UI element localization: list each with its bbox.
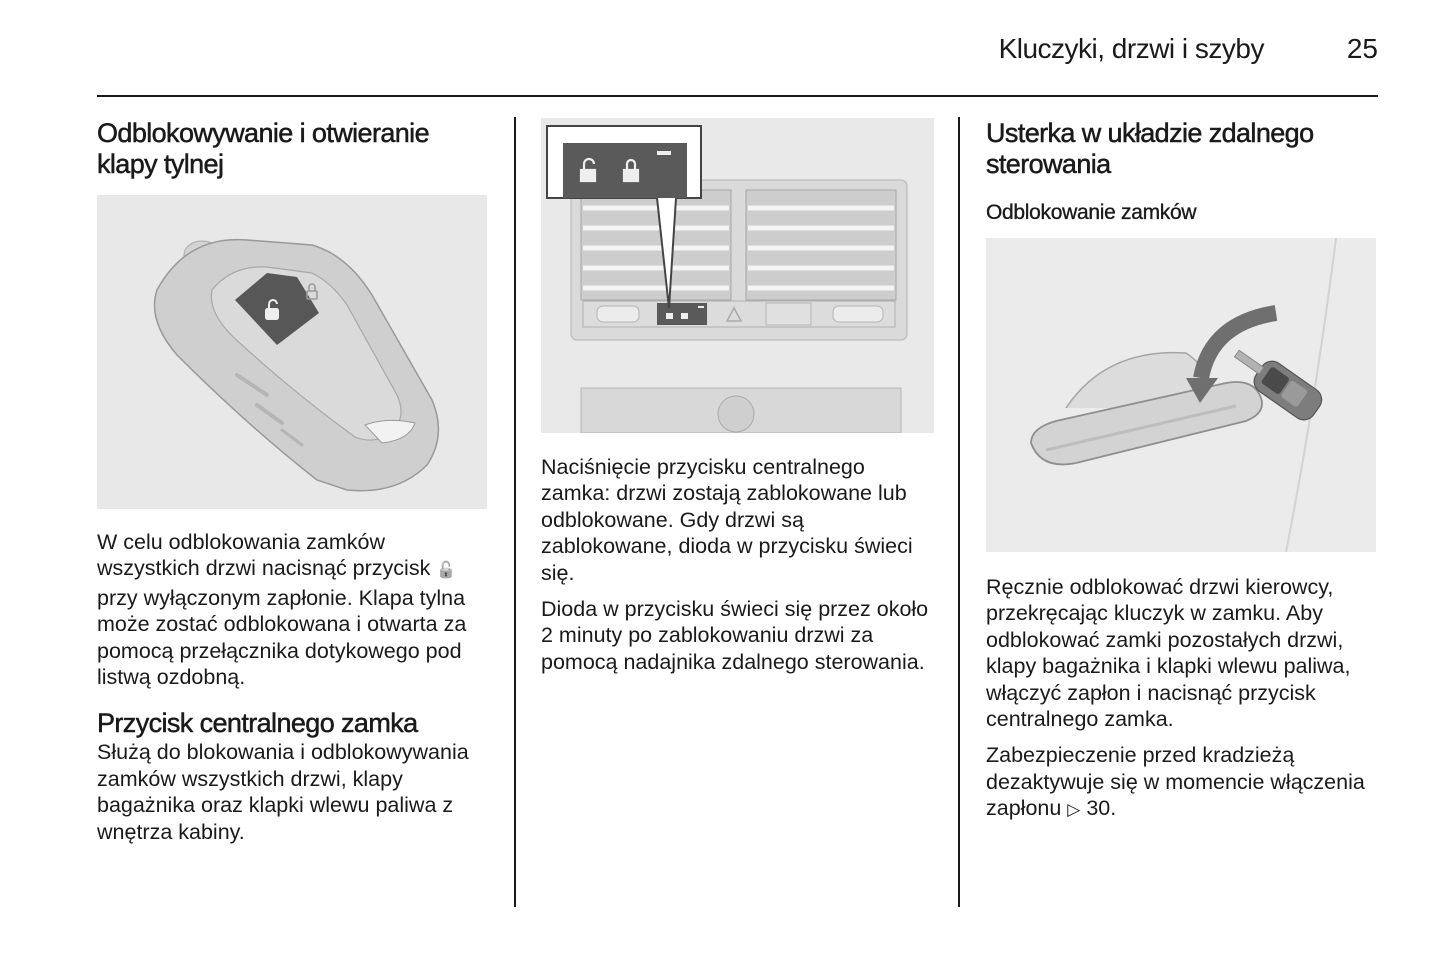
subheading-unlock: Odblokowanie zamków [986, 201, 1197, 224]
unlock-paragraph [97, 529, 489, 690]
central-lock-press-paragraph: Naciśnięcie przycisku centralnego zamka: drzwi zostają zablokowane lub odblokowane. Gdy drzwi są zablokowane, dioda w przycisku świeci się. [541, 455, 913, 585]
unlock-paragraph-text-1: W celu odblokowania zamków wszystkich drzwi nacisnąć przycisk [97, 530, 431, 581]
unlock-button-icon: 🔓 [436, 562, 457, 580]
section-heading-remote-fault: Usterka w układzie zdalnego sterowania [986, 118, 1314, 179]
column-divider-left [514, 117, 516, 907]
led-paragraph: Dioda w przycisku świeci się przez około 2 minuty po zablokowaniu drzwi za pomocą nadajnika zdalnego sterowania. [541, 597, 929, 674]
section-heading-tailgate: Odblokowywanie i otwieranie klapy tylnej [97, 118, 429, 179]
page-reference-link[interactable]: 30. [1080, 796, 1117, 821]
door-handle-key-icon [986, 238, 1376, 552]
column-divider-right [958, 117, 960, 907]
page-reference-arrow-icon: ▷ [1067, 800, 1081, 821]
central-lock-paragraph: Służą do blokowania i odblokowywania zamków wszystkich drzwi, klapy bagażnika oraz klapki wlewu paliwa z wnętrza kabiny. [97, 740, 469, 844]
page-number: 25 [1346, 33, 1378, 64]
immobilizer-paragraph [986, 742, 1378, 823]
column-1 [97, 118, 489, 845]
column-3 [986, 118, 1378, 824]
central-lock-figure [541, 118, 934, 433]
key-fob-icon [97, 195, 487, 509]
manual-unlock-paragraph: Ręcznie odblokować drzwi kierowcy, przekręcając kluczyk w zamku. Aby odblokować zamki pozostałych drzwi, klapy bagażnika i klapki wlewu paliwa, włączyć zapłon i nacisnąć przycisk centralnego zamka. [986, 575, 1351, 732]
section-heading-central-lock: Przycisk centralnego zamka [97, 708, 418, 739]
immobilizer-text: Zabezpieczenie przed kradzieżą dezaktywuje się w momencie włączenia zapłonu [986, 743, 1365, 821]
unlock-paragraph-text-2: przy wyłączonym zapłonie. Klapa tylna może zostać odblokowana i otwarta za pomocą przełącznika dotykowego pod listwą ozdobną. [97, 585, 467, 690]
door-handle-figure [986, 238, 1376, 552]
key-fob-figure [97, 195, 487, 509]
running-header-title: Kluczyki, drzwi i szyby [998, 33, 1264, 64]
column-2 [541, 118, 936, 675]
header-rule [97, 95, 1378, 97]
dashboard-vents-icon [541, 118, 934, 433]
